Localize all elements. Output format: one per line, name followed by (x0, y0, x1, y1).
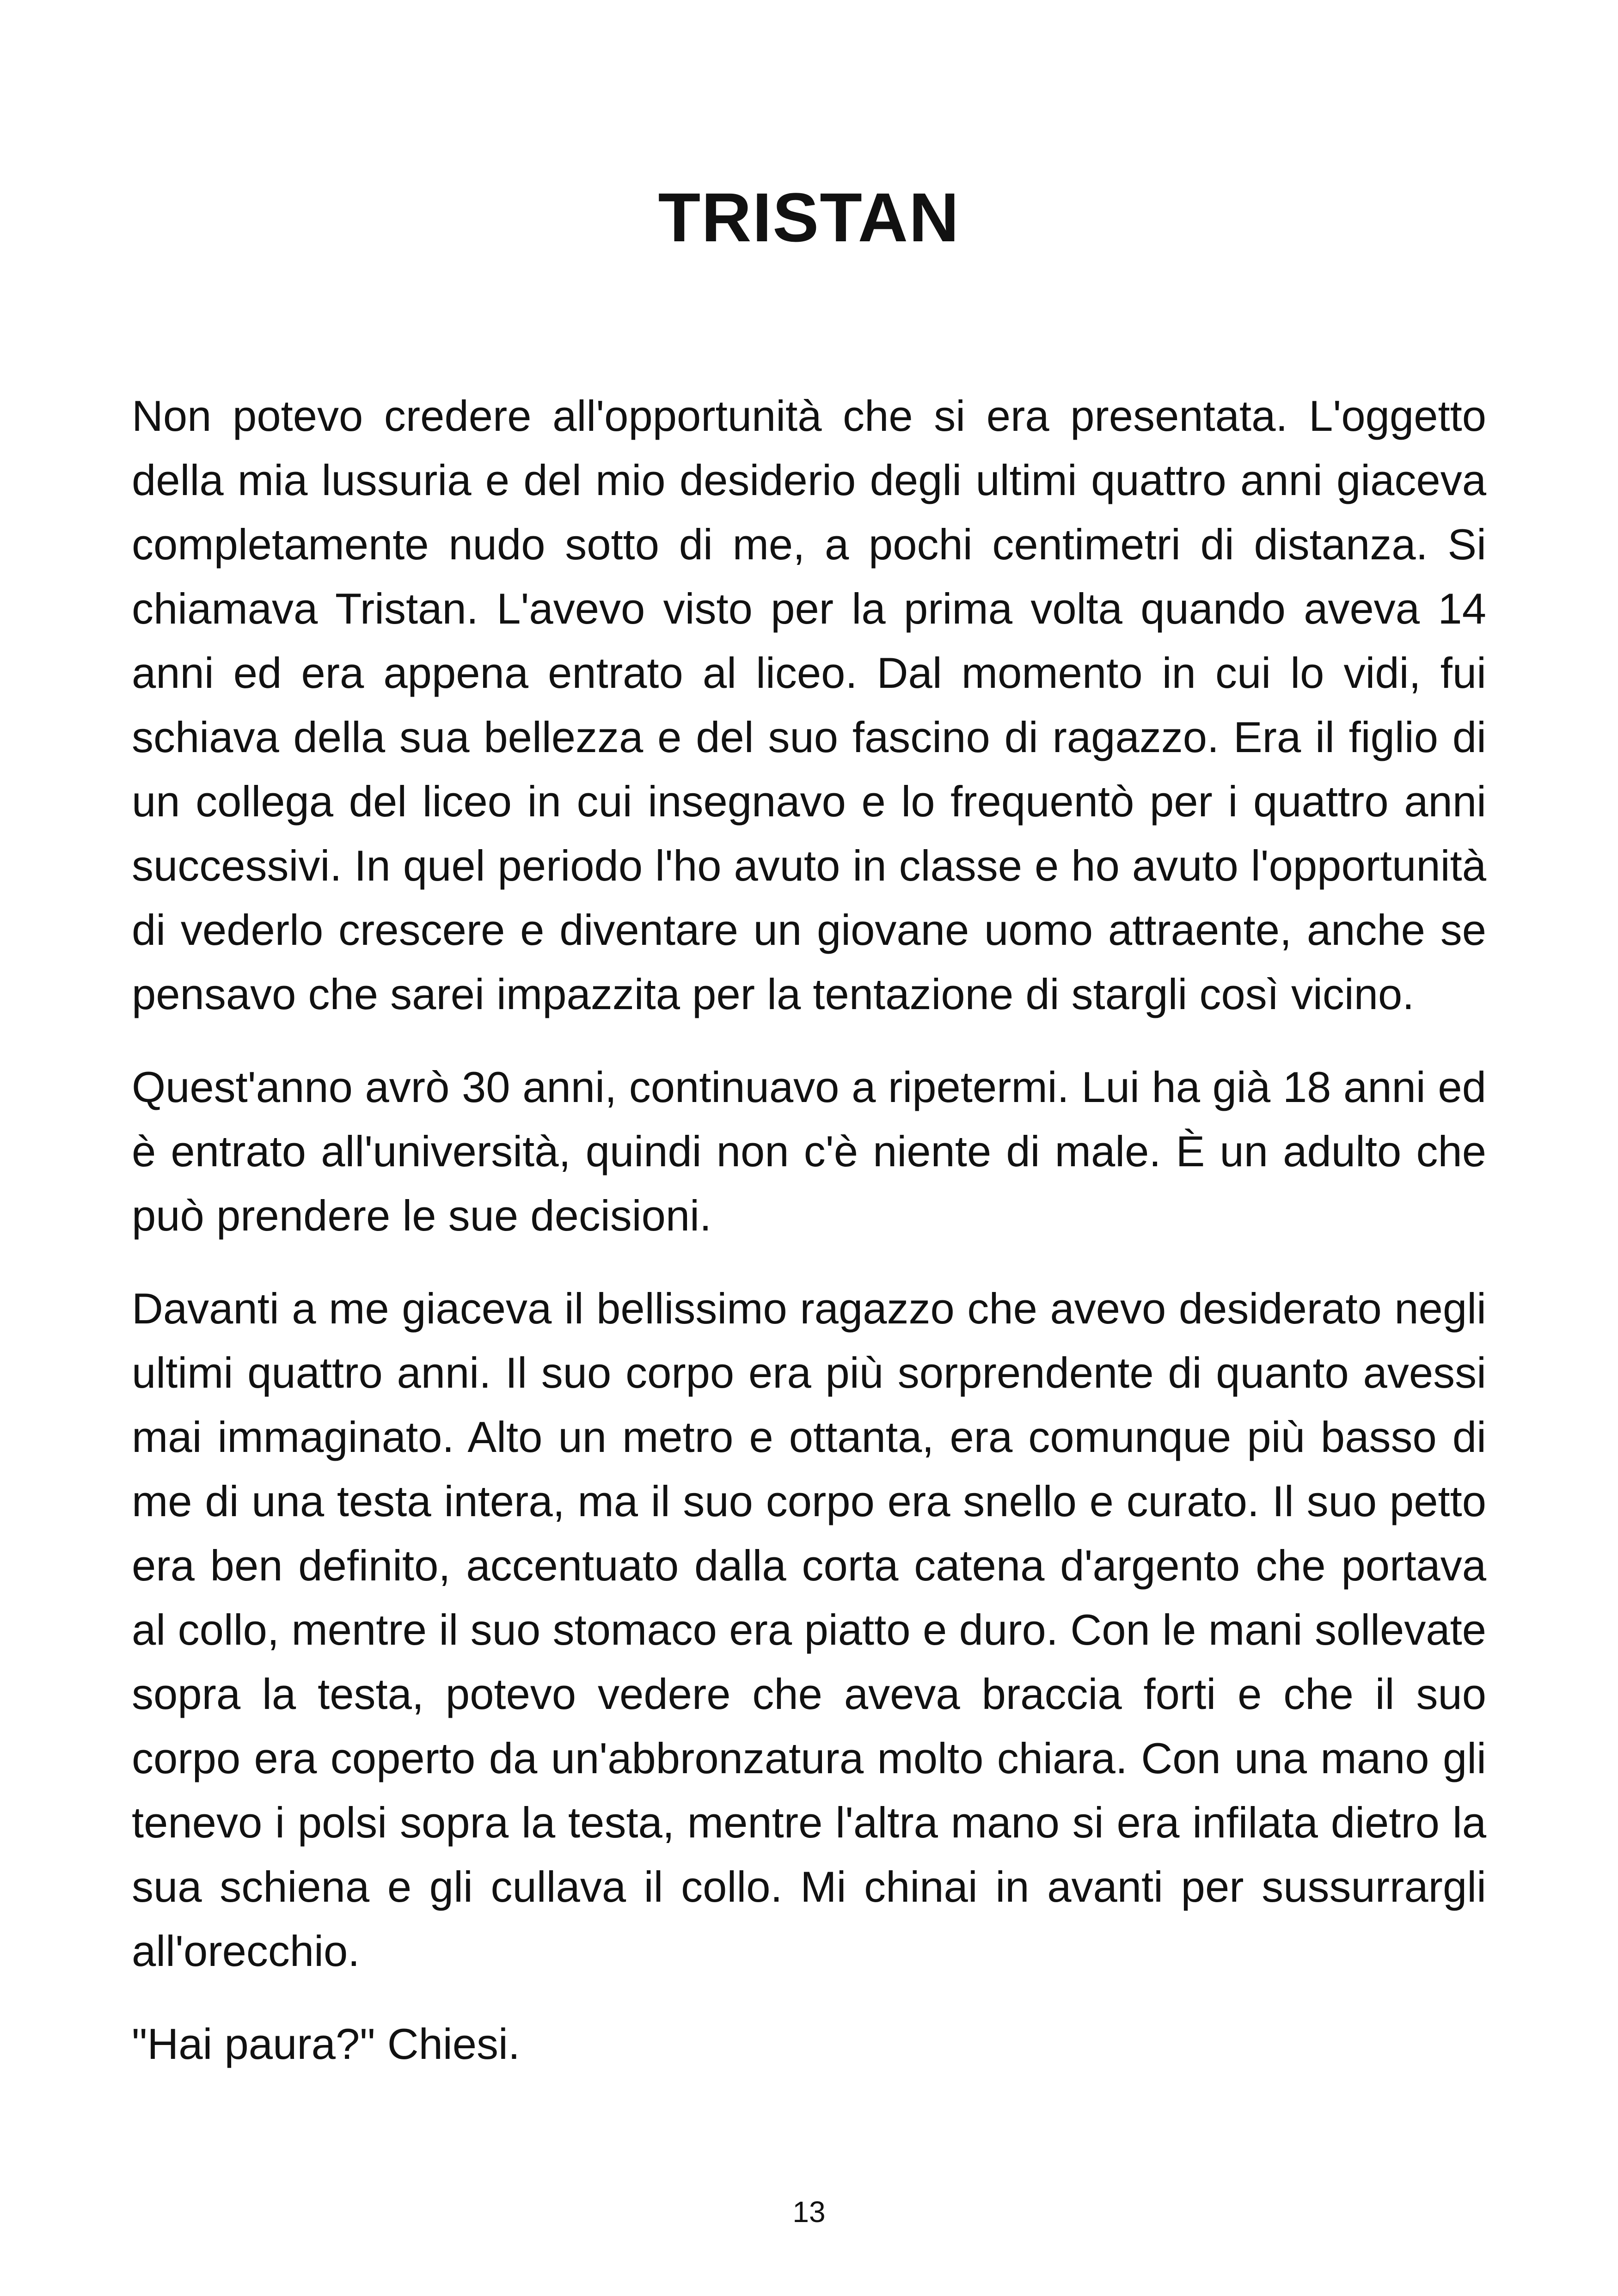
page-number: 13 (792, 2195, 826, 2229)
paragraph-2: Quest'anno avrò 30 anni, continuavo a ripetermi. Lui ha già 18 anni ed è entrato all'università, quindi non c'è niente di male. È un adulto che può prendere le sue decisioni. (132, 1063, 1486, 1240)
chapter-title: TRISTAN (658, 178, 960, 256)
paragraph-1: Non potevo credere all'opportunità che si era presentata. L'oggetto della mia lussuria e del mio desiderio degli ultimi quattro anni giaceva completamente nudo sotto di me, a pochi centimetri di distanza. Si chiamava Tristan. L'avevo visto per la prima volta quando aveva 14 anni ed era appena entrato al liceo. Dal momento in cui lo vidi, fui schiava della sua bellezza e del suo fascino di ragazzo. Era il figlio di un collega del liceo in cui insegnavo e lo frequentò per i quattro anni successivi. In quel periodo l'ho avuto in classe e ho avuto l'opportunità di vederlo crescere e diventare un giovane uomo attraente, anche se pensavo che sarei impazzita per la tentazione di stargli così vicino. (132, 392, 1486, 1018)
paragraph-3: Davanti a me giaceva il bellissimo ragazzo che avevo desiderato negli ultimi quattro anni. Il suo corpo era più sorprendente di quanto avessi mai immaginato. Alto un metro e ottanta, era comunque più basso di me di una testa intera, ma il suo corpo era snello e curato. Il suo petto era ben definito, accentuato dalla corta catena d'argento che portava al collo, mentre il suo stomaco era piatto e duro. Con le mani sollevate sopra la testa, potevo vedere che aveva braccia forti e che il suo corpo era coperto da un'abbronzatura molto chiara. Con una mano gli tenevo i polsi sopra la testa, mentre l'altra mano si era infilata dietro la sua schiena e gli cullava il collo. Mi chinai in avanti per sussurrargli all'orecchio. (132, 1284, 1486, 1975)
body-text (132, 384, 1486, 2105)
paragraph-4: "Hai paura?" Chiesi. (132, 2020, 521, 2068)
